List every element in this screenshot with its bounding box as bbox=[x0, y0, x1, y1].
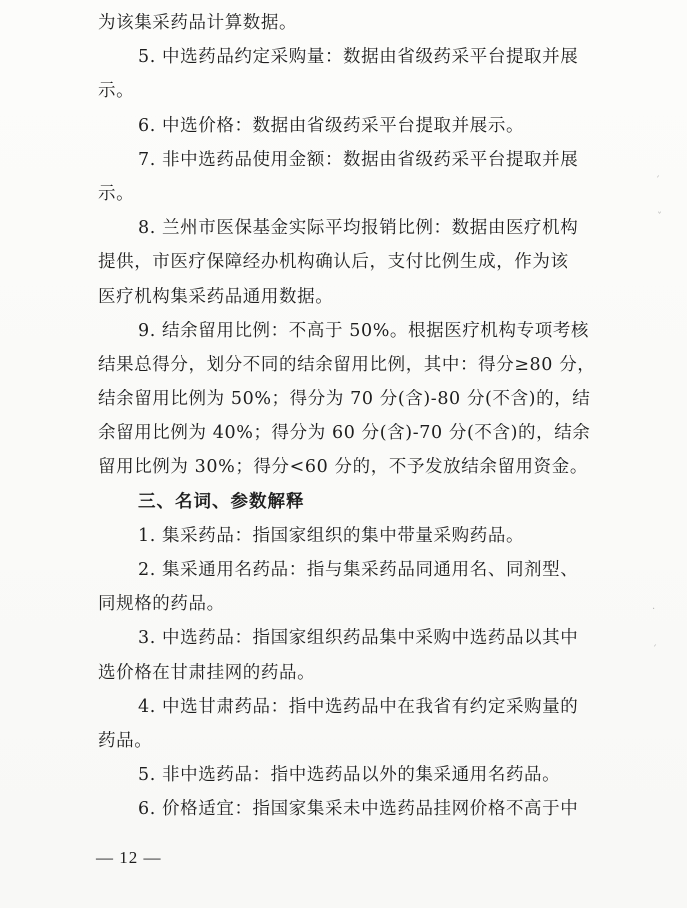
scan-speck: ˊ bbox=[655, 176, 660, 187]
text-line: 结果总得分，划分不同的结余留用比例，其中：得分≥80 分， bbox=[98, 354, 596, 375]
text-line: 为该集采药品计算数据。 bbox=[98, 13, 298, 33]
section-heading: 三、名词、参数解释 bbox=[138, 491, 305, 512]
text-line: 同规格的药品。 bbox=[98, 594, 225, 615]
text-line: 选价格在甘肃挂网的药品。 bbox=[98, 662, 316, 683]
scan-speck: ˊ bbox=[652, 645, 657, 656]
text-line: 6. 价格适宜：指国家集采未中选药品挂网价格不高于中 bbox=[138, 799, 579, 820]
text-line: 2. 集采通用名药品：指与集采药品同通用名、同剂型、 bbox=[138, 560, 579, 580]
text-line: 医疗机构集采药品通用数据。 bbox=[98, 286, 334, 307]
text-line: 药品。 bbox=[98, 730, 153, 751]
scan-speck: · bbox=[652, 604, 656, 615]
document-body bbox=[98, 6, 598, 827]
text-line: 3. 中选药品：指国家组织药品集中采购中选药品以其中 bbox=[138, 628, 579, 649]
text-line: 8. 兰州市医保基金实际平均报销比例：数据由医疗机构 bbox=[138, 218, 579, 239]
text-line: 5. 中选药品约定采购量：数据由省级药采平台提取并展 bbox=[138, 47, 579, 68]
text-line: 5. 非中选药品：指中选药品以外的集采通用名药品。 bbox=[138, 765, 561, 786]
page-number: — 12 — bbox=[96, 848, 162, 867]
text-line: 6. 中选价格：数据由省级药采平台提取并展示。 bbox=[138, 115, 525, 136]
text-line: 结余留用比例为 50%；得分为 70 分(含)-80 分(不含)的，结 bbox=[98, 389, 591, 410]
text-line: 示。 bbox=[98, 183, 135, 204]
text-line: 7. 非中选药品使用金额：数据由省级药采平台提取并展 bbox=[138, 149, 579, 170]
text-line: 提供，市医疗保障经办机构确认后，支付比例生成，作为该 bbox=[98, 252, 569, 273]
text-line: 4. 中选甘肃药品：指中选药品中在我省有约定采购量的 bbox=[138, 696, 579, 717]
text-line: 留用比例为 30%；得分<60 分的，不予发放结余留用资金。 bbox=[98, 457, 588, 478]
scan-speck: ˇ bbox=[657, 212, 662, 223]
text-line: 示。 bbox=[98, 81, 135, 102]
text-line: 9. 结余留用比例：不高于 50%。根据医疗机构专项考核 bbox=[138, 320, 590, 341]
text-line: 余留用比例为 40%；得分为 60 分(含)-70 分(不含)的，结余 bbox=[98, 423, 591, 444]
text-line: 1. 集采药品：指国家组织的集中带量采购药品。 bbox=[138, 525, 525, 546]
